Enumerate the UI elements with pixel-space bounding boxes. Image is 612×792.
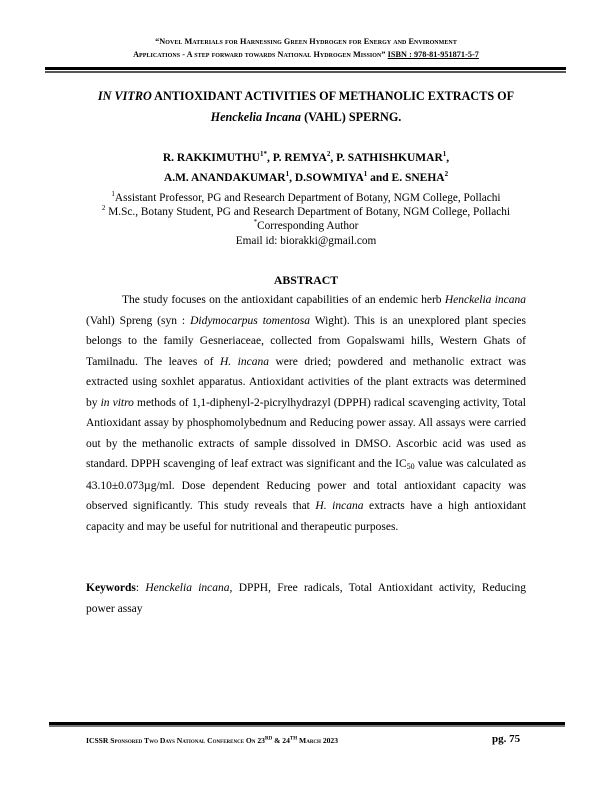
author-sep: , [446,152,450,164]
keywords [86,578,526,619]
author-name: P. SATHISHKUMAR [336,152,443,164]
author-sep: , [330,152,337,164]
header-rule [45,67,566,71]
author-sup: 2 [444,170,449,179]
affiliation-sup: * [253,218,258,227]
page-number: pg. 75 [492,733,521,745]
abstract-text: (Vahl) Spreng (syn : [86,314,191,327]
header-line-2-text: Applications - A step forward towards National Hydrogen Mission” [133,49,386,59]
title-line-1-rest: ANTIOXIDANT ACTIVITIES OF METHANOLIC EXTRACTS OF [151,89,515,103]
affiliation-2 [40,205,572,219]
author-sep: and [367,172,392,184]
abstract-heading: ABSTRACT [273,273,339,287]
abstract-subscript: 50 [406,462,415,471]
author-line-1 [40,148,572,168]
affiliation-sup: 2 [101,204,106,213]
abstract-italic-term: in vitro [100,396,134,409]
footer-sup: th [289,733,298,742]
abstract-text: value was calculated as 43.10±0.073µg/ml. Dose dependent Reducing power and total antioxidant capacity was observed significantly. This study reveals that [86,458,526,512]
keywords-colon: : [135,582,146,594]
author-sup: 1* [259,150,267,159]
author-name: P. REMYA [272,152,327,164]
author-sup: 1 [442,150,447,159]
keywords-label: Keywords [86,582,136,594]
abstract-paragraph [86,290,526,537]
footer-text: March 2023 [297,736,339,745]
title-line-2-rest: (VAHL) SPERNG. [301,110,402,124]
affiliation-sup: 1 [111,190,115,199]
keywords-italic: Henckelia incana, [145,582,233,594]
paper-title [40,86,572,128]
header-line-2 [40,49,572,62]
author-name: R. RAKKIMUTHU [162,152,260,164]
affiliation-text: M.Sc., Botany Student, PG and Research Department of Botany, NGM College, Pollachi [105,206,511,219]
footer-text: ICSSR Sponsored Two Days National Conference On 23 [86,736,265,745]
title-line-2 [40,107,572,128]
corresponding-author-note [40,219,572,233]
footer-text: & 24 [272,736,290,745]
author-list [40,148,572,188]
abstract-text: The study focuses on the antioxidant capabilities of an endemic herb [122,294,445,306]
author-name: D.SOWMIYA [294,172,364,184]
title-italic-prefix: IN VITRO [97,89,152,103]
keywords-list: DPPH, Free radicals, Total Antioxidant activity, Reducing power assay [86,582,526,615]
abstract-text: methods of 1,1-diphenyl-2-picrylhydrazyl (DPPH) radical scavenging activity, Total Antioxidant assay by phosphomolybednum and Reducing power assay. All assays were carried out by the methanolic extracts of sample dissolved in DMSO. Ascorbic acid was used as standard. DPPH scavenging of leaf extract was significant and the IC [86,396,527,470]
running-footer [86,733,339,745]
abstract-text: Wight). This is an unexplored plant species belongs to the family Gesneriaceae, collected from Gopalswami hills, Western Ghats of Tamilnadu. The leaves of [86,314,526,368]
author-sup: 1 [363,170,368,179]
author-name: A.M. ANANDAKUMAR [163,172,286,184]
affiliation-1 [40,191,572,205]
running-header [40,36,572,61]
author-sup: 2 [326,150,331,159]
author-sup: 1 [285,170,290,179]
abstract-italic-term: H. incana [315,500,364,512]
header-line-1: “Novel Materials for Harnessing Green Hydrogen for Energy and Environment [155,37,457,46]
title-line-1 [40,86,572,107]
author-name: E. SNEHA [391,172,445,184]
footer-rule [49,722,565,725]
author-line-2 [40,168,572,188]
abstract-text: extracts have a high antioxidant capacity and may be useful for nutritional and therapeutic purposes. [86,500,526,533]
abstract-body [86,290,526,537]
email: Email id: biorakki@gmail.com [235,234,377,247]
footer-sup: rd [264,733,273,742]
author-sep: , [289,172,295,184]
author-sep: , [266,152,273,164]
affiliations [40,191,572,248]
affiliation-text: Assistant Professor, PG and Research Department of Botany, NGM College, Pollachi [114,192,501,204]
affiliation-text: Corresponding Author [257,220,359,233]
abstract-italic-term: Henckelia incana [444,294,527,306]
abstract-italic-term: H. incana [219,355,269,368]
abstract-italic-term: Didymocarpus tomentosa [190,314,310,327]
abstract-text: were dried; powdered and methanolic extract was extracted using soxhlet apparatus. Antioxidant activities of the plant extracts was determined by [86,355,527,409]
isbn: ISBN : 978-81-951871-5-7 [387,49,479,59]
title-species: Henckelia Incana [210,110,302,124]
